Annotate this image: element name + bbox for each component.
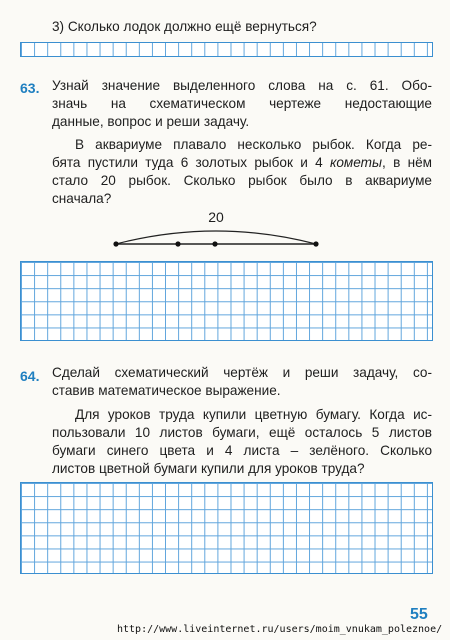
- task63-problem-line2: бята пустили туда 6 золотых рыбок и 4 кометы, в нём: [52, 155, 432, 170]
- task64-problem-line1: Для уроков труда купили цветную бумагу. Когда ис-: [75, 407, 432, 422]
- prev-question: 3) Сколько лодок должно ещё вернуться?: [52, 19, 317, 34]
- task63-problem-line3: стало 20 рыбок. Сколько рыбок было в аквариуме: [52, 173, 432, 188]
- diagram-point-start: [113, 241, 118, 246]
- task63-problem-line1: В аквариуме плавало несколько рыбок. Когда ре-: [75, 137, 432, 152]
- diagram-point-2: [212, 241, 217, 246]
- diagram-point-end: [313, 241, 318, 246]
- task63-instruction-line3: данные, вопрос и реши задачу.: [52, 114, 250, 129]
- task-number-64: 64.: [20, 368, 40, 384]
- task-number-63: 63.: [20, 80, 40, 96]
- task64-problem-line4: листов цветной бумаги купили для уроков труда?: [52, 461, 365, 476]
- task64-instruction-line1: Сделай схематический чертёж и реши задачу, со-: [52, 365, 432, 380]
- answer-strip[interactable]: [20, 42, 433, 57]
- schematic-diagram: [100, 208, 340, 252]
- task63-problem-line4: сначала?: [52, 191, 112, 206]
- diagram-total-label: 20: [208, 209, 224, 225]
- page-number: 55: [410, 606, 428, 623]
- diagram-point-1: [175, 241, 180, 246]
- task63-instruction-line2: значь на схематическом чертеже недостающие: [52, 96, 432, 111]
- task63-answer-grid[interactable]: [20, 261, 433, 341]
- footer-url: http://www.liveinternet.ru/users/moim_vnukam_poleznoe/: [117, 624, 443, 635]
- task64-problem-line2: пользовали 10 листов бумаги, ещё осталось 5 листов: [52, 425, 432, 440]
- task64-instruction-line2: ставив математическое выражение.: [52, 383, 281, 398]
- task64-problem-line3: бумаги синего цвета и 4 листа – зелёного. Сколько: [52, 443, 432, 458]
- task64-answer-grid[interactable]: [20, 482, 433, 574]
- task63-instruction-line1: Узнай значение выделенного слова на с. 61. Обо-: [52, 78, 432, 93]
